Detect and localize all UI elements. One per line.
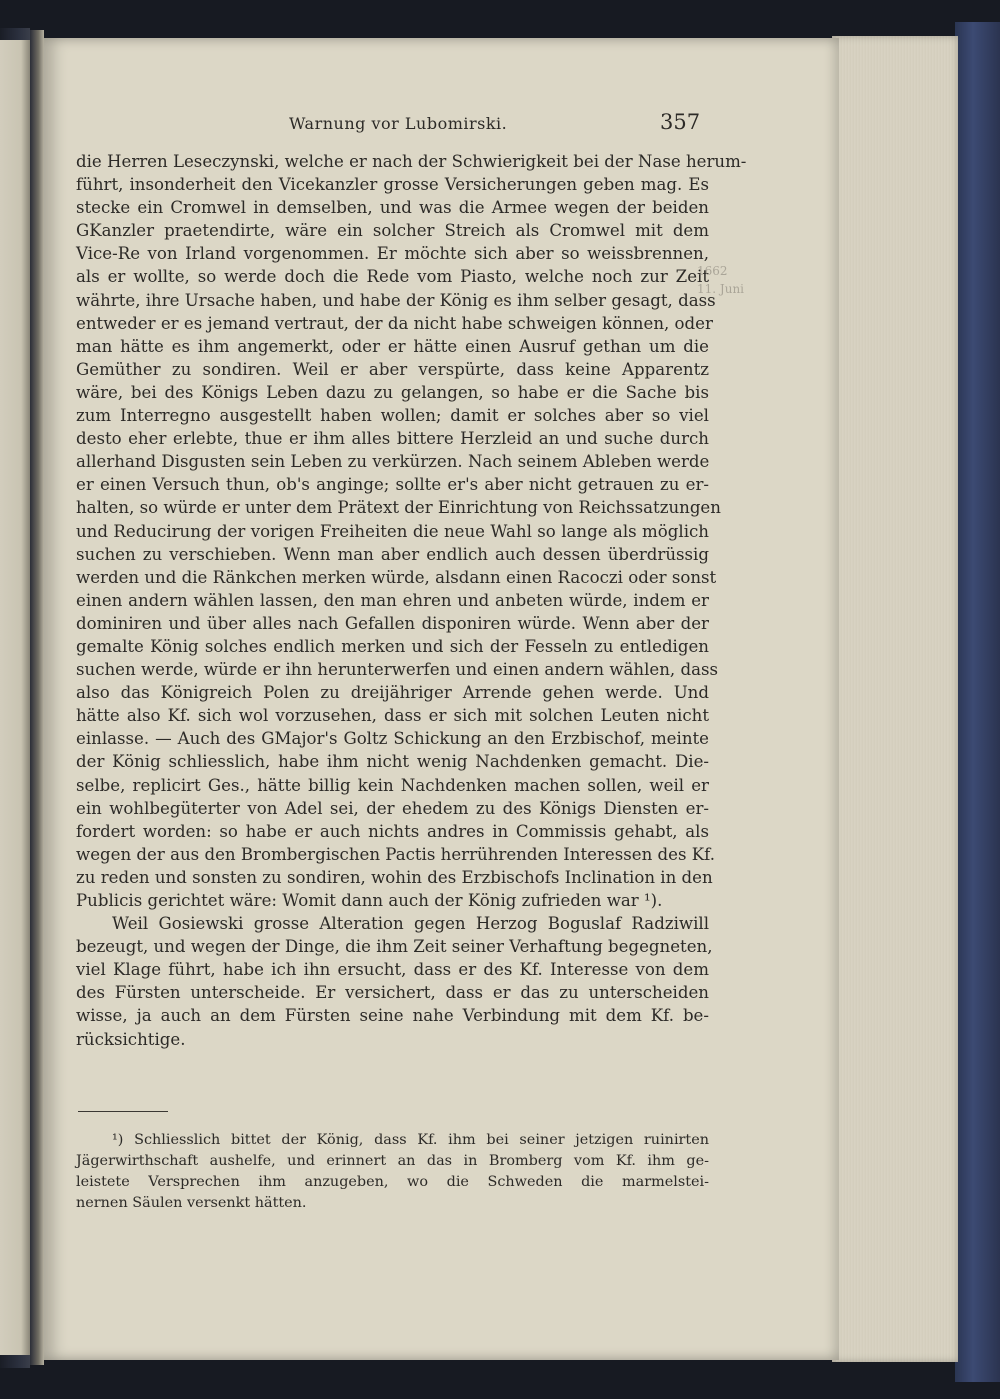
text-line: rücksichtige. (76, 1029, 186, 1049)
footnote-rule (78, 1111, 168, 1112)
text-line: wisse, ja auch an dem Fürsten seine nahe Verbindung mit dem Kf. be- (76, 1006, 709, 1026)
text-line: führt, insonderheit den Vicekanzler grosse Versicherungen geben mag. Es (76, 175, 709, 195)
book-gutter (30, 30, 44, 1365)
text-line: zu reden und sonsten zu sondiren, wohin des Erzbischofs Inclination in den (76, 867, 713, 887)
text-line: man hätte es ihm angemerkt, oder er hätte einen Ausruf gethan um die (76, 336, 709, 356)
facing-page-edge (0, 40, 30, 1355)
text-line: bezeugt, und wegen der Dinge, die ihm Zeit seiner Verhaftung begegneten, (76, 937, 713, 957)
text-line: stecke ein Cromwel in demselben, und was die Armee wegen der beiden (76, 198, 709, 218)
text-line: allerhand Disgusten sein Leben zu verkürzen. Nach seinem Ableben werde (76, 452, 710, 472)
text-line: ein wohlbegüterter von Adel sei, der ehedem zu des Königs Diensten er- (76, 798, 709, 818)
footnote-line: ¹) Schliesslich bittet der König, dass Kf. ihm bei seiner jetzigen ruinirten (112, 1132, 709, 1148)
text-line: hätte also Kf. sich wol vorzusehen, dass er sich mit solchen Leuten nicht (76, 706, 709, 726)
text-line: fordert worden: so habe er auch nichts andres in Commissis gehabt, als (76, 821, 709, 841)
page-block-edges (832, 36, 958, 1362)
text-line: wegen der aus den Brombergischen Pactis herrührenden Interessen des Kf. (76, 844, 715, 864)
text-line: Gemüther zu sondiren. Weil er aber verspürte, dass keine Apparentz (76, 359, 709, 379)
running-head (44, 110, 839, 140)
text-line: dominiren und über alles nach Gefallen disponiren würde. Wenn aber der (76, 613, 709, 633)
text-line: also das Königreich Polen zu dreijähriger Arrende gehen werde. Und (76, 683, 709, 703)
footnote-line: nernen Säulen versenkt hätten. (76, 1195, 307, 1211)
text-line: zum Interregno ausgestellt haben wollen; damit er solches aber so viel (76, 406, 709, 426)
book-cover-right (955, 22, 1000, 1382)
text-line: GKanzler praetendirte, wäre ein solcher Streich als Cromwel mit dem (76, 221, 709, 241)
text-line: suchen werde, würde er ihn herunterwerfen und einen andern wählen, dass (76, 660, 719, 680)
text-line: werden und die Ränkchen merken würde, alsdann einen Racoczi oder sonst (76, 567, 717, 587)
page-number: 357 (660, 110, 701, 134)
text-line: einen andern wählen lassen, den man ehren und anbeten würde, indem er (76, 590, 709, 610)
text-line: wäre, bei des Königs Leben dazu zu gelangen, so habe er die Sache bis (76, 382, 709, 402)
text-line: als er wollte, so werde doch die Rede vom Piasto, welche noch zur Zeit (76, 267, 709, 287)
text-line: Vice-Re von Irland vorgenommen. Er möchte sich aber so weissbrennen, (76, 244, 709, 264)
margin-note-line: 11. Juni (697, 282, 745, 296)
footnote-line: Jägerwirthschaft aushelfe, und erinnert an das in Bromberg vom Kf. ihm ge- (76, 1153, 709, 1169)
text-line: des Fürsten unterscheide. Er versichert, dass er das zu unterscheiden (76, 983, 709, 1003)
text-line: und Reducirung der vorigen Freiheiten die neue Wahl so lange als möglich (76, 521, 709, 541)
running-title: Warnung vor Lubomirski. (289, 114, 508, 133)
text-line: währte, ihre Ursache haben, und habe der König es ihm selber gesagt, dass (76, 290, 716, 310)
text-line: einlasse. — Auch des GMajor's Goltz Schickung an den Erzbischof, meinte (76, 729, 709, 749)
text-line: entweder er es jemand vertraut, der da nicht habe schweigen können, oder (76, 313, 713, 333)
footnote-line: leistete Versprechen ihm anzugeben, wo die Schweden die marmelstei- (76, 1174, 709, 1190)
text-line: Publicis gerichtet wäre: Womit dann auch der König zufrieden war ¹). (76, 891, 663, 910)
text-line: die Herren Leseczynski, welche er nach der Schwierigkeit bei der Nase herum- (76, 152, 747, 171)
text-line: gemalte König solches endlich merken und sich der Fesseln zu entledigen (76, 636, 709, 656)
book-page (44, 38, 839, 1360)
text-line: selbe, replicirt Ges., hätte billig kein Nachdenken machen sollen, weil er (76, 775, 709, 795)
text-line: er einen Versuch thun, ob's anginge; sollte er's aber nicht getrauen zu er- (76, 475, 709, 495)
text-line: desto eher erlebte, thue er ihm alles bittere Herzleid an und suche durch (76, 429, 709, 449)
text-line: Weil Gosiewski grosse Alteration gegen Herzog Boguslaf Radziwill (112, 914, 709, 934)
footnotes (76, 1130, 709, 1214)
text-line: viel Klage führt, habe ich ihn ersucht, dass er des Kf. Interesse von dem (76, 960, 709, 980)
margin-note (697, 262, 744, 298)
margin-note-line: 1662 (697, 264, 728, 278)
text-line: der König schliesslich, habe ihm nicht wenig Nachdenken gemacht. Die- (76, 752, 709, 772)
text-line: halten, so würde er unter dem Prätext der Einrichtung von Reichssatzungen (76, 498, 721, 518)
text-line: suchen zu verschieben. Wenn man aber endlich auch dessen überdrüssig (76, 544, 709, 564)
